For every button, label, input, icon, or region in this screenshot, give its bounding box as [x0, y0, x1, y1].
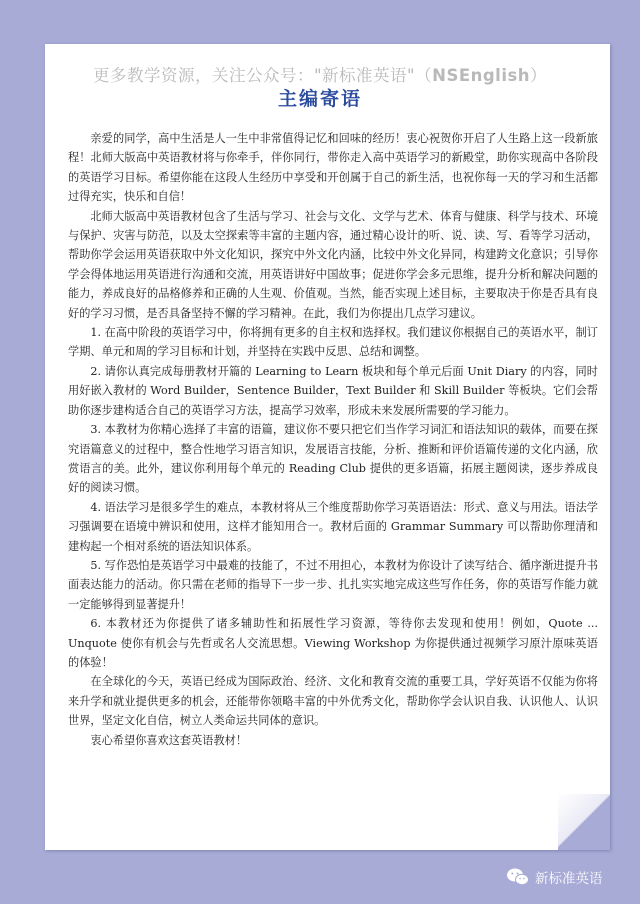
paragraph-greeting: 亲爱的同学，高中生活是人一生中非常值得记忆和回味的经历！衷心祝贺你开启了人生路上这一段新旅程！北师大版高中英语教材将与你牵手，伴你同行，带你走入高中英语学习的新殿堂，助你实现高中各阶段的英语学习目标。希望你能在这段人生经历中享受和开创属于自己的新生活，也祝你每一天的学习和生活都过得充实，快乐和自信！ [68, 132, 598, 204]
wechat-icon [506, 867, 530, 887]
paragraph-closing: 衷心希望你喜欢这套英语教材！ [90, 733, 248, 747]
wechat-watermark [506, 866, 632, 888]
paragraph-tip-2: 2. 请你认真完成每册教材开篇的 Learning to Learn 板块和每个单元后面 Unit Diary 的内容，同时用好嵌入教材的 Word Builder，Sentence Builder，Text Builder 和 Skill Builder 等板块。它们会帮助你逐步建构适合自己的英语学习方法，提高学习效率，形成未来发展所需要的学习能力。 [68, 364, 598, 417]
promo-prefix: 更多教学资源，关注公众号："新标准英语"（ [92, 66, 433, 85]
wechat-brand-label: 新标准英语 [535, 871, 603, 887]
paragraph-tip-4: 4. 语法学习是很多学生的难点，本教材将从三个维度帮助你学习英语语法：形式、意义与用法。语法学习强调要在语境中辨识和使用，这样才能知用合一。教材后面的 Grammar Summary 可以帮助你理清和建构起一个相对系统的语法知识体系。 [68, 500, 598, 553]
promo-brand: NSEnglish [432, 66, 531, 85]
paragraph-tip-3: 3. 本教材为你精心选择了丰富的语篇，建议你不要只把它们当作学习词汇和语法知识的载体，而要在探究语篇意义的过程中，整合性地学习语言知识，发展语言技能，分析、推断和评价语篇传递的文化内涵，欣赏语言的美。此外，建议你利用每个单元的 Reading Club 提供的更多语篇，拓展主题阅读，逐步养成良好的阅读习惯。 [68, 423, 598, 495]
paragraph-tip-6: 6. 本教材还为你提供了诸多辅助性和拓展性学习资源，等待你去发现和使用！例如，Quote ... Unquote 使你有机会与先哲或名人交流思想。Viewing Workshop 为你提供通过视频学习原汁原味英语的体验！ [68, 617, 598, 669]
paragraph-overview: 北师大版高中英语教材包含了生活与学习、社会与文化、文学与艺术、体育与健康、科学与技术、环境与保护、灾害与防范，以及太空探索等丰富的主题内容，通过精心设计的听、说、读、写、看等学习活动，帮助你学会运用英语获取中外文化知识，探究中外文化内涵，比较中外文化异同，构建跨文化意识；引导你学会得体地运用英语进行沟通和交流，用英语讲好中国故事；促进你学会多元思维，提升分析和解决问题的能力，养成良好的品格修养和正确的人生观、价值观。当然，能否实现上述目标，主要取决于你是否具有良好的学习习惯，是否具备坚持不懈的学习精神。在此，我们为你提出几点学习建议。 [68, 209, 598, 320]
promo-banner [0, 62, 640, 86]
paragraph-tip-1: 1. 在高中阶段的英语学习中，你将拥有更多的自主权和选择权。我们建议你根据自己的英语水平，制订学期、单元和周的学习目标和计划，并坚持在实践中反思、总结和调整。 [68, 326, 598, 359]
promo-suffix: ） [530, 66, 548, 85]
paragraph-tip-5: 5. 写作恐怕是英语学习中最难的技能了，不过不用担心，本教材为你设计了读写结合、循序渐进提升书面表达能力的活动。你只需在老师的指导下一步一步、扎扎实实地完成这些写作任务，你的英语写作能力就一定能够得到显著提升！ [68, 558, 598, 611]
body-text [68, 129, 598, 750]
paragraph-globalization: 在全球化的今天，英语已经成为国际政治、经济、文化和教育交流的重要工具，学好英语不仅能为你将来升学和就业提供更多的机会，还能带你领略丰富的中外优秀文化，帮助你学会认识自我、认识他人、认识世界，坚定文化自信，树立人类命运共同体的意识。 [68, 675, 598, 728]
page-title: 主编寄语 [277, 88, 362, 110]
